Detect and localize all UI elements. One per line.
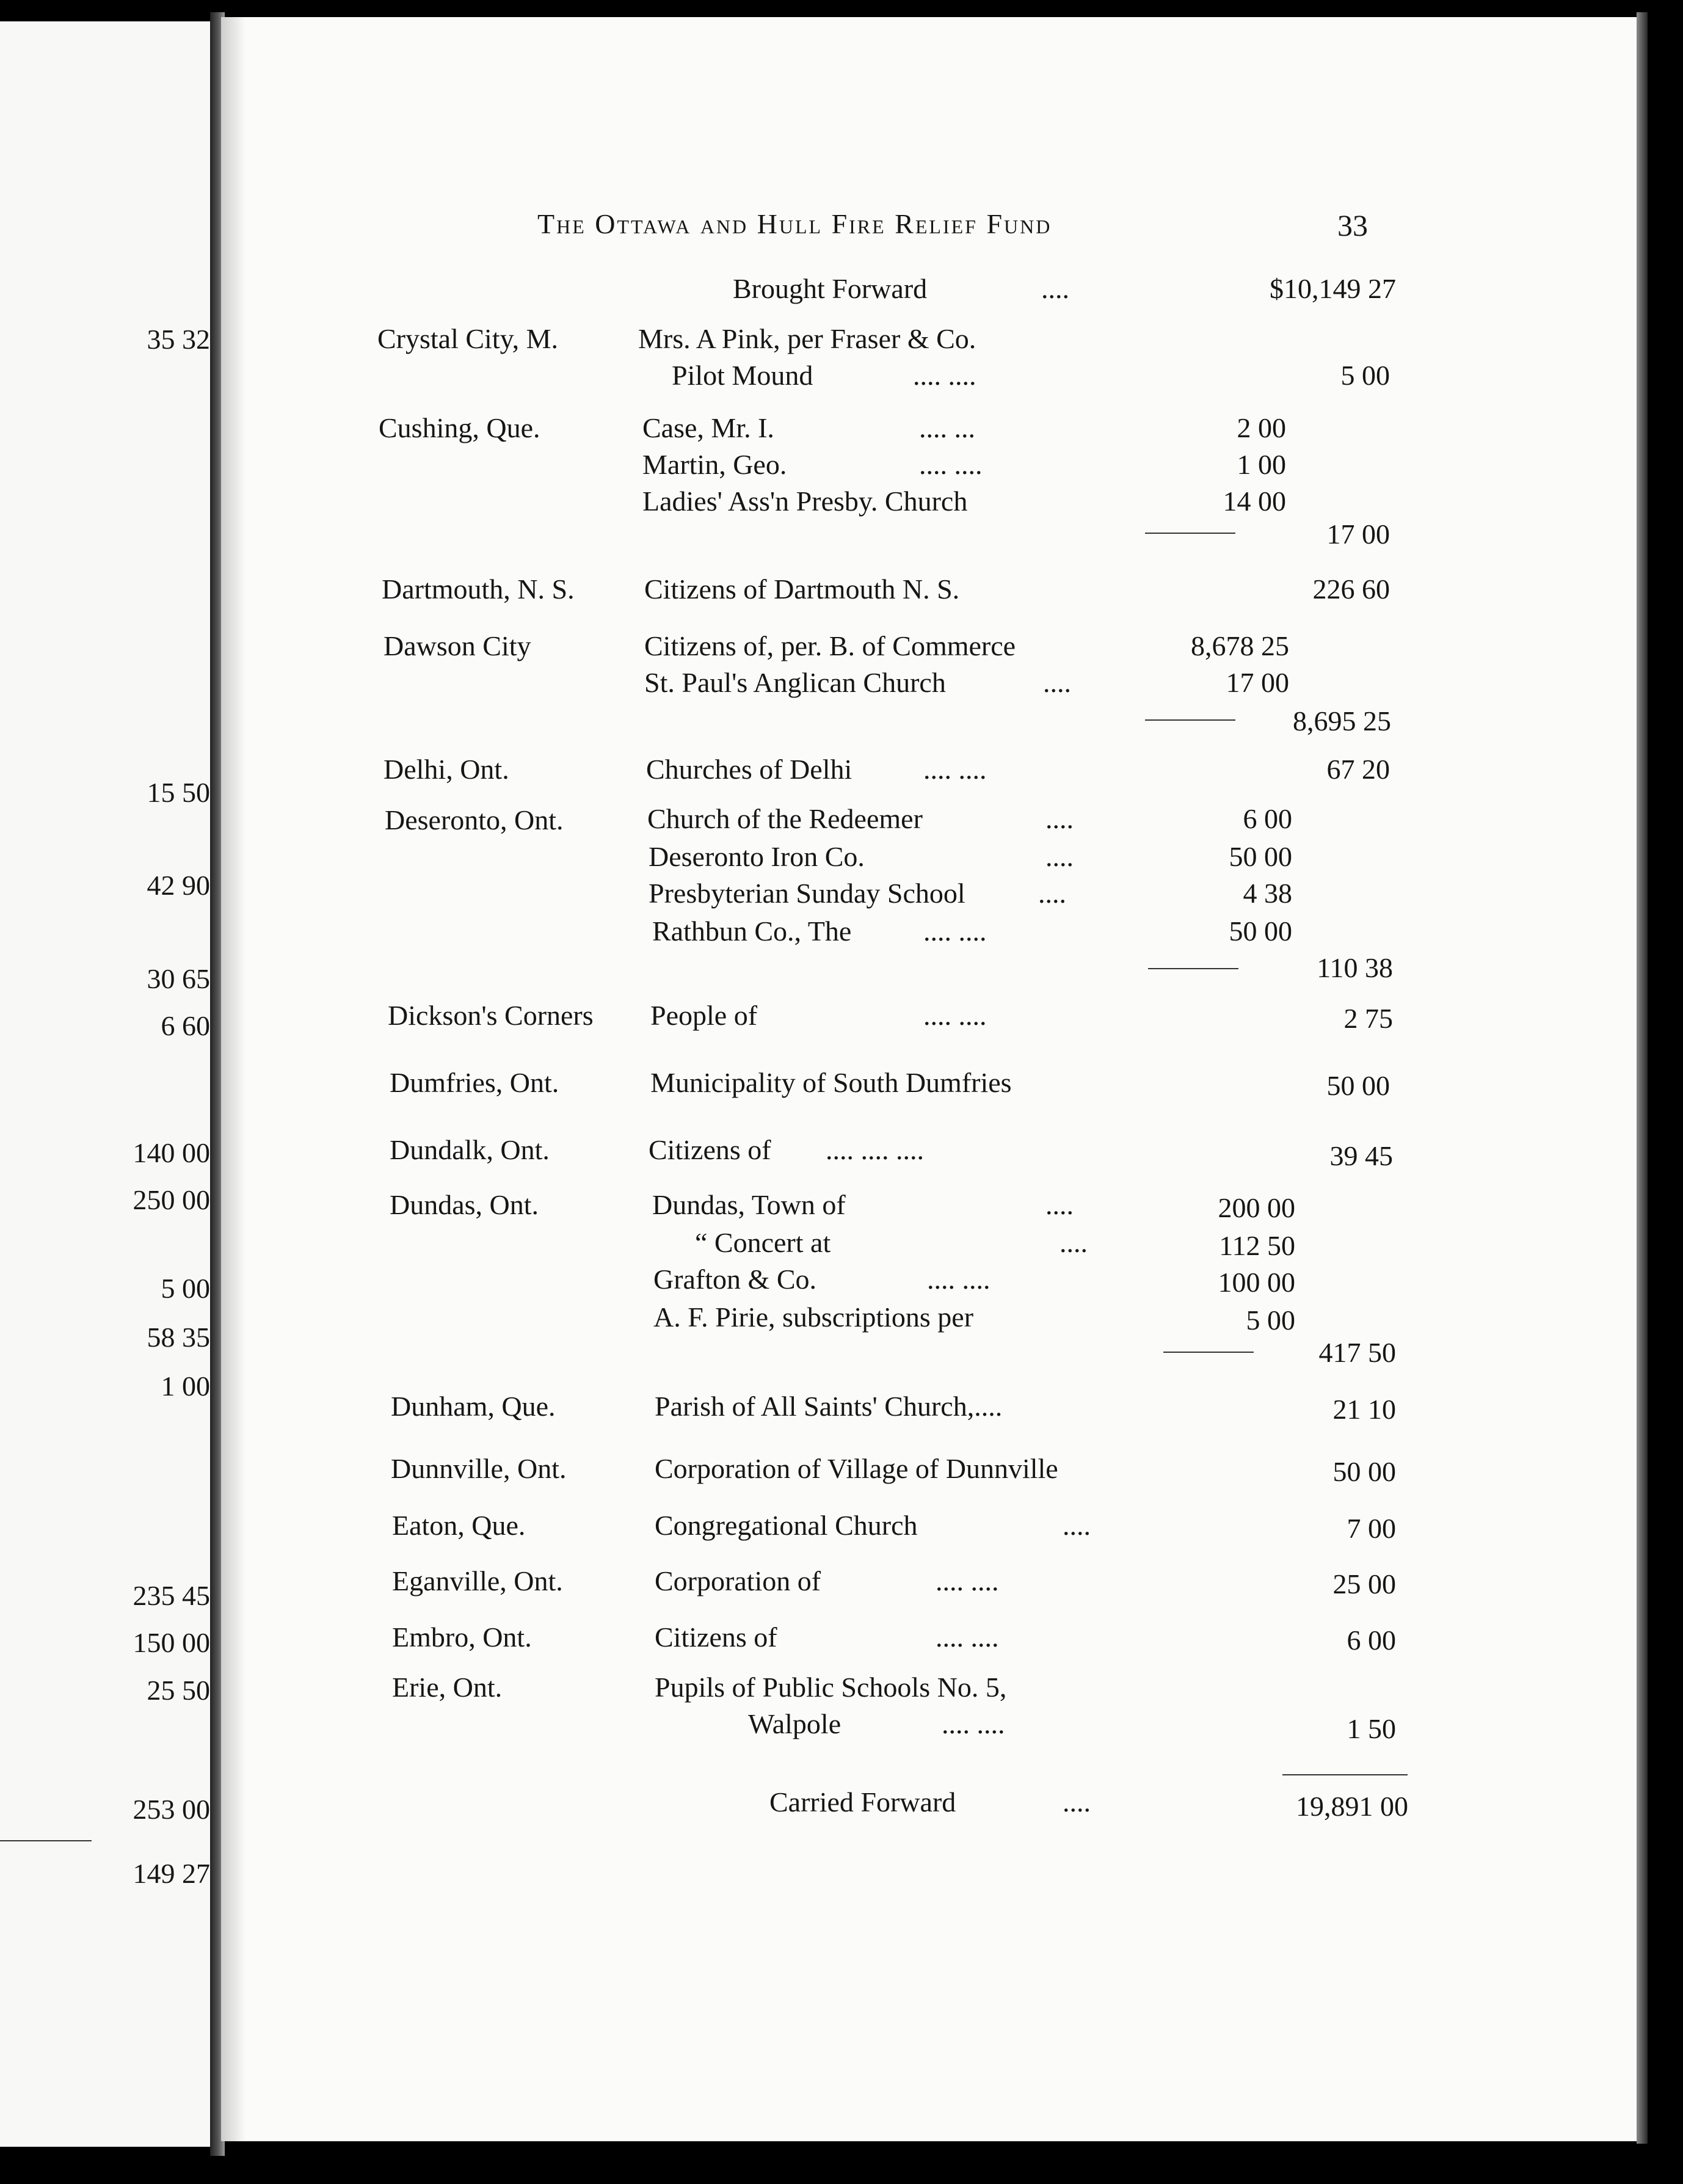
donor-desc: Dundas, Town of (652, 1189, 846, 1220)
entry-total: 17 00 (1326, 519, 1390, 550)
donor-desc: Citizens of (655, 1622, 777, 1653)
donor-desc: Parish of All Saints' Church,.... (655, 1391, 1003, 1422)
item-amount: 200 00 (1218, 1192, 1295, 1223)
donor-desc: Congregational Church (655, 1510, 918, 1541)
prev-amount: 250 00 (133, 1184, 210, 1215)
dots: .... .... (919, 449, 983, 480)
brought-forward-label: Brought Forward (733, 273, 928, 304)
subtotal-rule (1148, 968, 1238, 969)
previous-page-fragment (0, 21, 215, 2147)
item-amount: 50 00 (1229, 841, 1292, 872)
donor-desc: Case, Mr. I. (642, 412, 774, 443)
dots: .... .... (923, 915, 987, 947)
prev-amount: 25 50 (147, 1675, 210, 1706)
page-edge (1637, 12, 1648, 2144)
prev-amount: 15 50 (147, 777, 210, 808)
dots: .... (1045, 803, 1074, 834)
item-amount: 50 00 (1229, 915, 1292, 947)
place-name: Deseronto, Ont. (385, 804, 564, 835)
donor-desc: Municipality of South Dumfries (650, 1067, 1012, 1098)
entry-total: 39 45 (1329, 1140, 1393, 1171)
donor-desc: A. F. Pirie, subscriptions per (653, 1301, 974, 1333)
dots: .... .... (923, 754, 987, 785)
item-amount: 2 00 (1237, 412, 1286, 443)
item-amount: 4 38 (1243, 878, 1292, 909)
prev-amount: 6 60 (161, 1010, 210, 1041)
prev-amount: 35 32 (147, 324, 210, 355)
dots: .... (1041, 273, 1069, 304)
donor-desc: Citizens of, per. B. of Commerce (644, 630, 1016, 661)
entry-total: 50 00 (1332, 1456, 1396, 1487)
donor-desc: Church of the Redeemer (647, 803, 923, 834)
place-name: Delhi, Ont. (383, 754, 509, 785)
running-header: The Ottawa and Hull Fire Relief Fund (537, 208, 1052, 239)
prev-amount: 42 90 (147, 870, 210, 901)
donor-desc: Martin, Geo. (642, 449, 787, 480)
donor-desc: Walpole (748, 1708, 842, 1739)
subtotal-rule (1163, 1352, 1254, 1353)
page-number: 33 (1337, 208, 1368, 242)
donor-desc: People of (650, 1000, 758, 1031)
prev-amount: 149 27 (133, 1858, 210, 1889)
entry-total: 21 10 (1332, 1394, 1396, 1425)
prev-total-rule (0, 1840, 92, 1841)
dots: .... (1038, 878, 1066, 909)
entry-total: 50 00 (1326, 1070, 1390, 1101)
dots: .... (1045, 1189, 1074, 1220)
item-amount: 100 00 (1218, 1267, 1295, 1298)
dots: .... (1043, 667, 1071, 698)
donor-desc: Pupils of Public Schools No. 5, (655, 1672, 1007, 1703)
dots: .... (1063, 1510, 1091, 1541)
prev-amount: 5 00 (161, 1273, 210, 1304)
prev-amount: 58 35 (147, 1322, 210, 1353)
entry-total: 226 60 (1312, 573, 1390, 605)
donor-desc: Ladies' Ass'n Presby. Church (642, 486, 968, 517)
donor-desc: “ Concert at (695, 1227, 831, 1258)
donor-desc: Pilot Mound (672, 360, 813, 391)
dots: .... .... .... (826, 1134, 924, 1165)
dots: .... .... (936, 1622, 999, 1653)
prev-amount: 253 00 (133, 1794, 210, 1825)
brought-forward-amount: $10,149 27 (1270, 273, 1396, 304)
subtotal-rule (1145, 533, 1235, 534)
dots: .... .... (927, 1264, 991, 1295)
place-name: Dumfries, Ont. (390, 1067, 559, 1098)
dots: .... (1063, 1786, 1091, 1818)
donor-desc: Corporation of Village of Dunnville (655, 1453, 1058, 1484)
place-name: Dundalk, Ont. (390, 1134, 550, 1165)
entry-total: 8,695 25 (1293, 705, 1391, 737)
donor-desc: Citizens of Dartmouth N. S. (644, 573, 960, 605)
place-name: Embro, Ont. (392, 1622, 532, 1653)
place-name: Eaton, Que. (392, 1510, 526, 1541)
entry-total: 417 50 (1318, 1337, 1396, 1368)
prev-amount: 140 00 (133, 1137, 210, 1168)
subtotal-rule (1145, 719, 1235, 721)
entry-total: 5 00 (1340, 360, 1390, 391)
place-name: Cushing, Que. (379, 412, 540, 443)
dots: .... .... (913, 360, 976, 391)
prev-amount: 1 00 (161, 1370, 210, 1402)
entry-total: 7 00 (1347, 1513, 1396, 1544)
prev-amount: 150 00 (133, 1627, 210, 1658)
entry-total: 67 20 (1326, 754, 1390, 785)
place-name: Dawson City (383, 630, 531, 661)
item-amount: 17 00 (1226, 667, 1289, 698)
item-amount: 112 50 (1219, 1230, 1295, 1261)
dots: .... .... (942, 1708, 1005, 1739)
item-amount: 6 00 (1243, 803, 1292, 834)
donor-desc: Grafton & Co. (653, 1264, 817, 1295)
entry-total: 25 00 (1332, 1568, 1396, 1600)
carried-forward-label: Carried Forward (769, 1786, 956, 1818)
carried-forward-amount: 19,891 00 (1296, 1791, 1408, 1822)
prev-amount: 30 65 (147, 963, 210, 994)
dots: .... (1045, 841, 1074, 872)
item-amount: 5 00 (1246, 1305, 1295, 1336)
place-name: Dundas, Ont. (390, 1189, 539, 1220)
donor-desc: Citizens of (649, 1134, 771, 1165)
place-name: Crystal City, M. (377, 323, 559, 354)
place-name: Dartmouth, N. S. (382, 573, 575, 605)
entry-total: 110 38 (1317, 952, 1393, 983)
item-amount: 8,678 25 (1191, 630, 1289, 661)
dots: .... .... (923, 1000, 987, 1031)
spine-shadow (221, 17, 245, 2141)
place-name: Dunnville, Ont. (391, 1453, 567, 1484)
dots: .... .... (936, 1565, 999, 1596)
place-name: Dickson's Corners (388, 1000, 594, 1031)
donor-desc: Churches of Delhi (646, 754, 852, 785)
place-name: Erie, Ont. (392, 1672, 503, 1703)
dots: .... ... (919, 412, 975, 443)
item-amount: 1 00 (1237, 449, 1286, 480)
prev-amount: 235 45 (133, 1580, 210, 1611)
entry-total: 6 00 (1347, 1625, 1396, 1656)
entry-total: 2 75 (1343, 1003, 1393, 1034)
entry-total: 1 50 (1347, 1713, 1396, 1744)
donor-desc: St. Paul's Anglican Church (644, 667, 946, 698)
donor-desc: Presbyterian Sunday School (649, 878, 965, 909)
grand-total-rule (1282, 1774, 1408, 1775)
donor-desc: Mrs. A Pink, per Fraser & Co. (638, 323, 976, 354)
place-name: Dunham, Que. (391, 1391, 556, 1422)
donor-desc: Corporation of (655, 1565, 821, 1596)
dots: .... (1060, 1227, 1088, 1258)
donor-desc: Deseronto Iron Co. (649, 841, 865, 872)
place-name: Eganville, Ont. (392, 1565, 563, 1596)
donor-desc: Rathbun Co., The (652, 915, 852, 947)
item-amount: 14 00 (1223, 486, 1286, 517)
